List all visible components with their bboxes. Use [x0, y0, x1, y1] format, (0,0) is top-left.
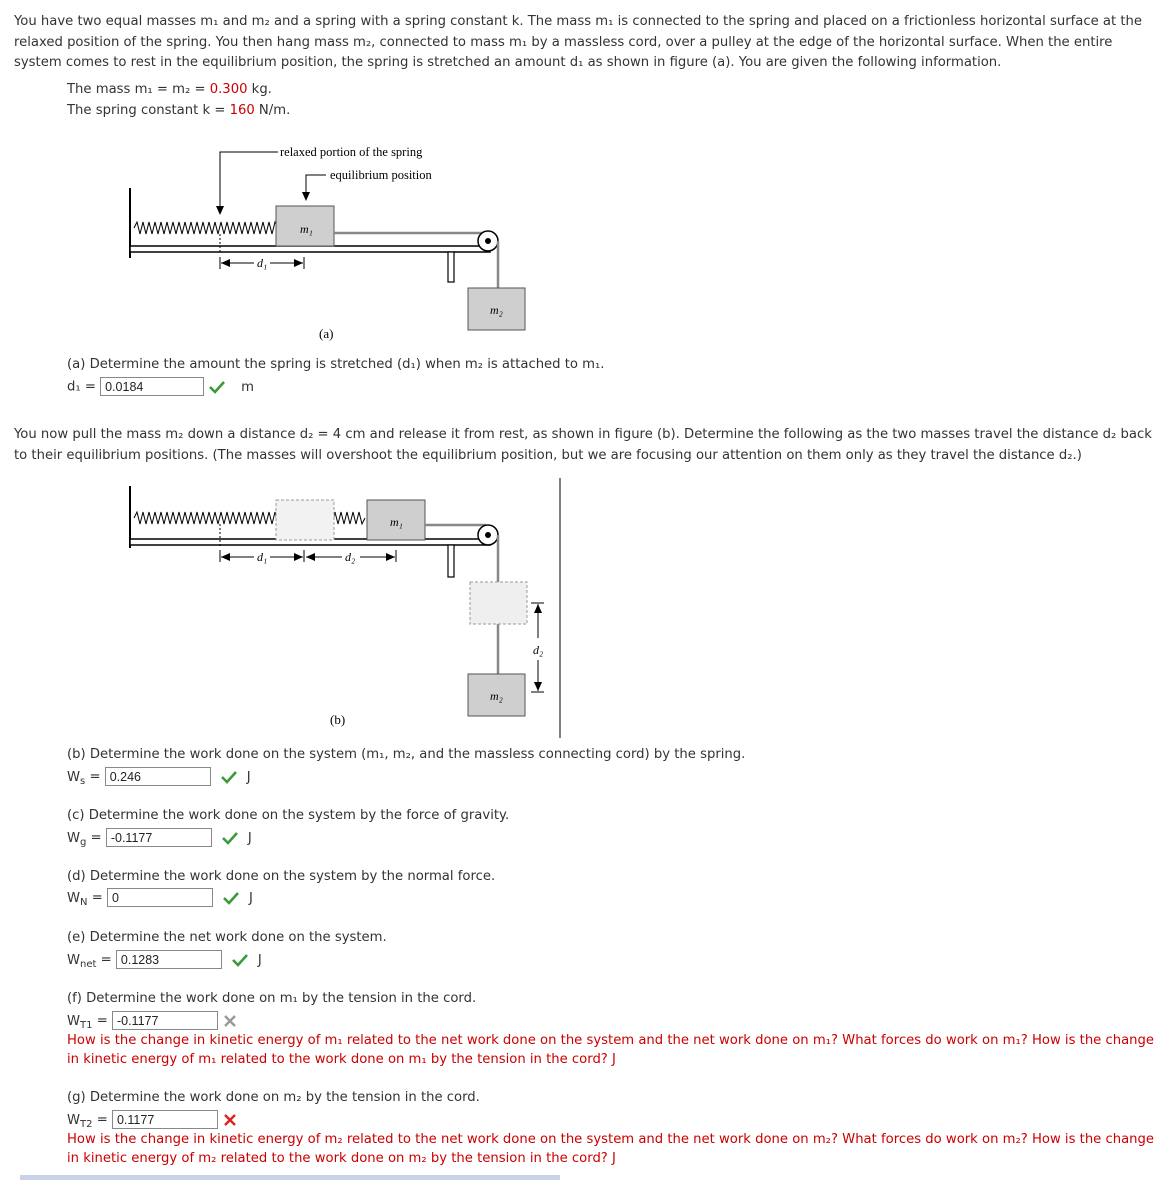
caption-b: (b): [330, 712, 346, 727]
checkmark-icon: [219, 769, 239, 785]
wt1-var: $W_{T1}$: [67, 1013, 93, 1031]
d2-label-vertical: d₂: [533, 643, 544, 657]
question-b: (b) Determine the work done on the system (m₁, m₂, and the massless connecting cord) by the spring.: [67, 747, 746, 762]
m2-label-b: m₂: [490, 689, 503, 703]
question-a: (a) Determine the amount the spring is stretched (d₁) when m₂ is attached to m₁.: [67, 357, 605, 372]
wnet-var: $W_{net}$: [67, 952, 97, 970]
d1-var: d₁: [67, 379, 81, 395]
problem-intro: You have two equal masses m₁ and m₂ and a spring with a spring constant k. The mass m₁ is connected to the spring and placed on a frictionless horizontal surface at the relaxed position of the spring. You then hang mass m₂, connected to mass m₁ by a massless cord, over a pulley at the edge of the horizontal surface. When the entire system comes to rest in the equilibrium position, the spring is stretched an amount d₁ as shown in figure (a). You are given the following information.: [14, 14, 1142, 70]
unit-d: J: [248, 890, 253, 906]
unit-b: J: [246, 769, 251, 785]
d2-label-horizontal: d₂: [345, 550, 356, 564]
m1-equilibrium-ghost: [276, 500, 334, 540]
caption-a: (a): [319, 326, 334, 341]
d1-label-a: d₁: [257, 256, 268, 270]
answer-row-e: $W_{net} = 0.1283$ J: [67, 950, 262, 975]
hint-f: How is the change in kinetic energy of m₁ related to the net work done on the system and the net work done on m₁? What forces do work on m₁? How is the change in kinetic energy of m₁ related to the work done on m₁ by the tension in the cord? J: [67, 1033, 1155, 1067]
answer-row-c: $W_g = -0.1177$ J: [67, 828, 252, 853]
equilibrium-label: equilibrium position: [330, 168, 432, 182]
answer-input-d[interactable]: 0: [107, 888, 213, 907]
unit-c: J: [247, 830, 252, 846]
figure-b: [120, 478, 580, 740]
answer-input-f[interactable]: -0.1177: [112, 1011, 218, 1030]
checkmark-icon: [221, 890, 241, 906]
d1-label-b: d₁: [257, 550, 268, 564]
m1-label-b: m₁: [390, 515, 403, 529]
answer-row-f: $W_{T1} = -0.1177$: [67, 1011, 240, 1036]
m2-equilibrium-ghost: [470, 582, 527, 624]
mass-value: 0.300: [209, 82, 248, 97]
answer-input-e[interactable]: 0.1283: [116, 950, 222, 969]
unit-e: J: [257, 952, 262, 968]
x-mark-icon: [220, 1013, 240, 1029]
answer-input-a[interactable]: 0.0184: [100, 377, 204, 396]
checkmark-icon: [207, 379, 227, 395]
m2-label-a: m₂: [490, 303, 503, 317]
question-g: (g) Determine the work done on m₂ by the tension in the cord.: [67, 1090, 480, 1105]
figure-a: [120, 140, 540, 345]
mass-label: The mass m₁ = m₂ =: [67, 82, 210, 97]
answer-row-a: d₁ = 0.0184 m: [67, 377, 254, 398]
m1-label-a: m₁: [300, 222, 313, 236]
answer-row-d: $W_N = 0$ J: [67, 888, 253, 913]
wn-var: $W_N$: [67, 890, 88, 908]
k-value: 160: [229, 103, 255, 118]
answer-row-g: $W_{T2} = 0.1177$: [67, 1110, 240, 1135]
horizontal-scrollbar[interactable]: [20, 1175, 560, 1180]
unit-a: m: [241, 379, 254, 395]
question-e: (e) Determine the net work done on the system.: [67, 930, 387, 945]
spring-a: [134, 222, 278, 234]
question-c: (c) Determine the work done on the system by the force of gravity.: [67, 808, 510, 823]
answer-input-b[interactable]: 0.246: [105, 767, 211, 786]
wg-var: $W_g$: [67, 830, 87, 848]
answer-row-b: $W_s = 0.246$ J: [67, 767, 251, 792]
k-label: The spring constant k =: [67, 103, 230, 118]
x-mark-icon: [220, 1112, 240, 1128]
k-unit: N/m.: [254, 103, 291, 118]
question-f: (f) Determine the work done on m₁ by the tension in the cord.: [67, 991, 477, 1006]
given-mass: [67, 80, 272, 100]
ws-var: $W_s$: [67, 769, 86, 787]
mass-unit: kg.: [247, 82, 272, 97]
relaxed-label: relaxed portion of the spring: [280, 145, 423, 159]
hint-g: How is the change in kinetic energy of m₂ related to the net work done on the system and the net work done on m₂? What forces do work on m₂? How is the change in kinetic energy of m₂ related to the work done on m₂ by the tension in the cord? J: [67, 1132, 1155, 1166]
answer-input-c[interactable]: -0.1177: [106, 828, 212, 847]
checkmark-icon: [220, 830, 240, 846]
given-spring-constant: [67, 101, 290, 121]
problem-intro-2: You now pull the mass m₂ down a distance d₂ = 4 cm and release it from rest, as shown in figure (b). Determine the following as the two masses travel the distance d₂ back to their equilibrium positions. (The masses will overshoot the equilibrium position, but we are focusing our attention on them only as they travel the distance d₂.): [14, 427, 1152, 463]
wt2-var: $W_{T2}$: [67, 1112, 93, 1130]
question-d: (d) Determine the work done on the system by the normal force.: [67, 869, 496, 884]
checkmark-icon: [230, 952, 250, 968]
answer-input-g[interactable]: 0.1177: [112, 1110, 218, 1129]
